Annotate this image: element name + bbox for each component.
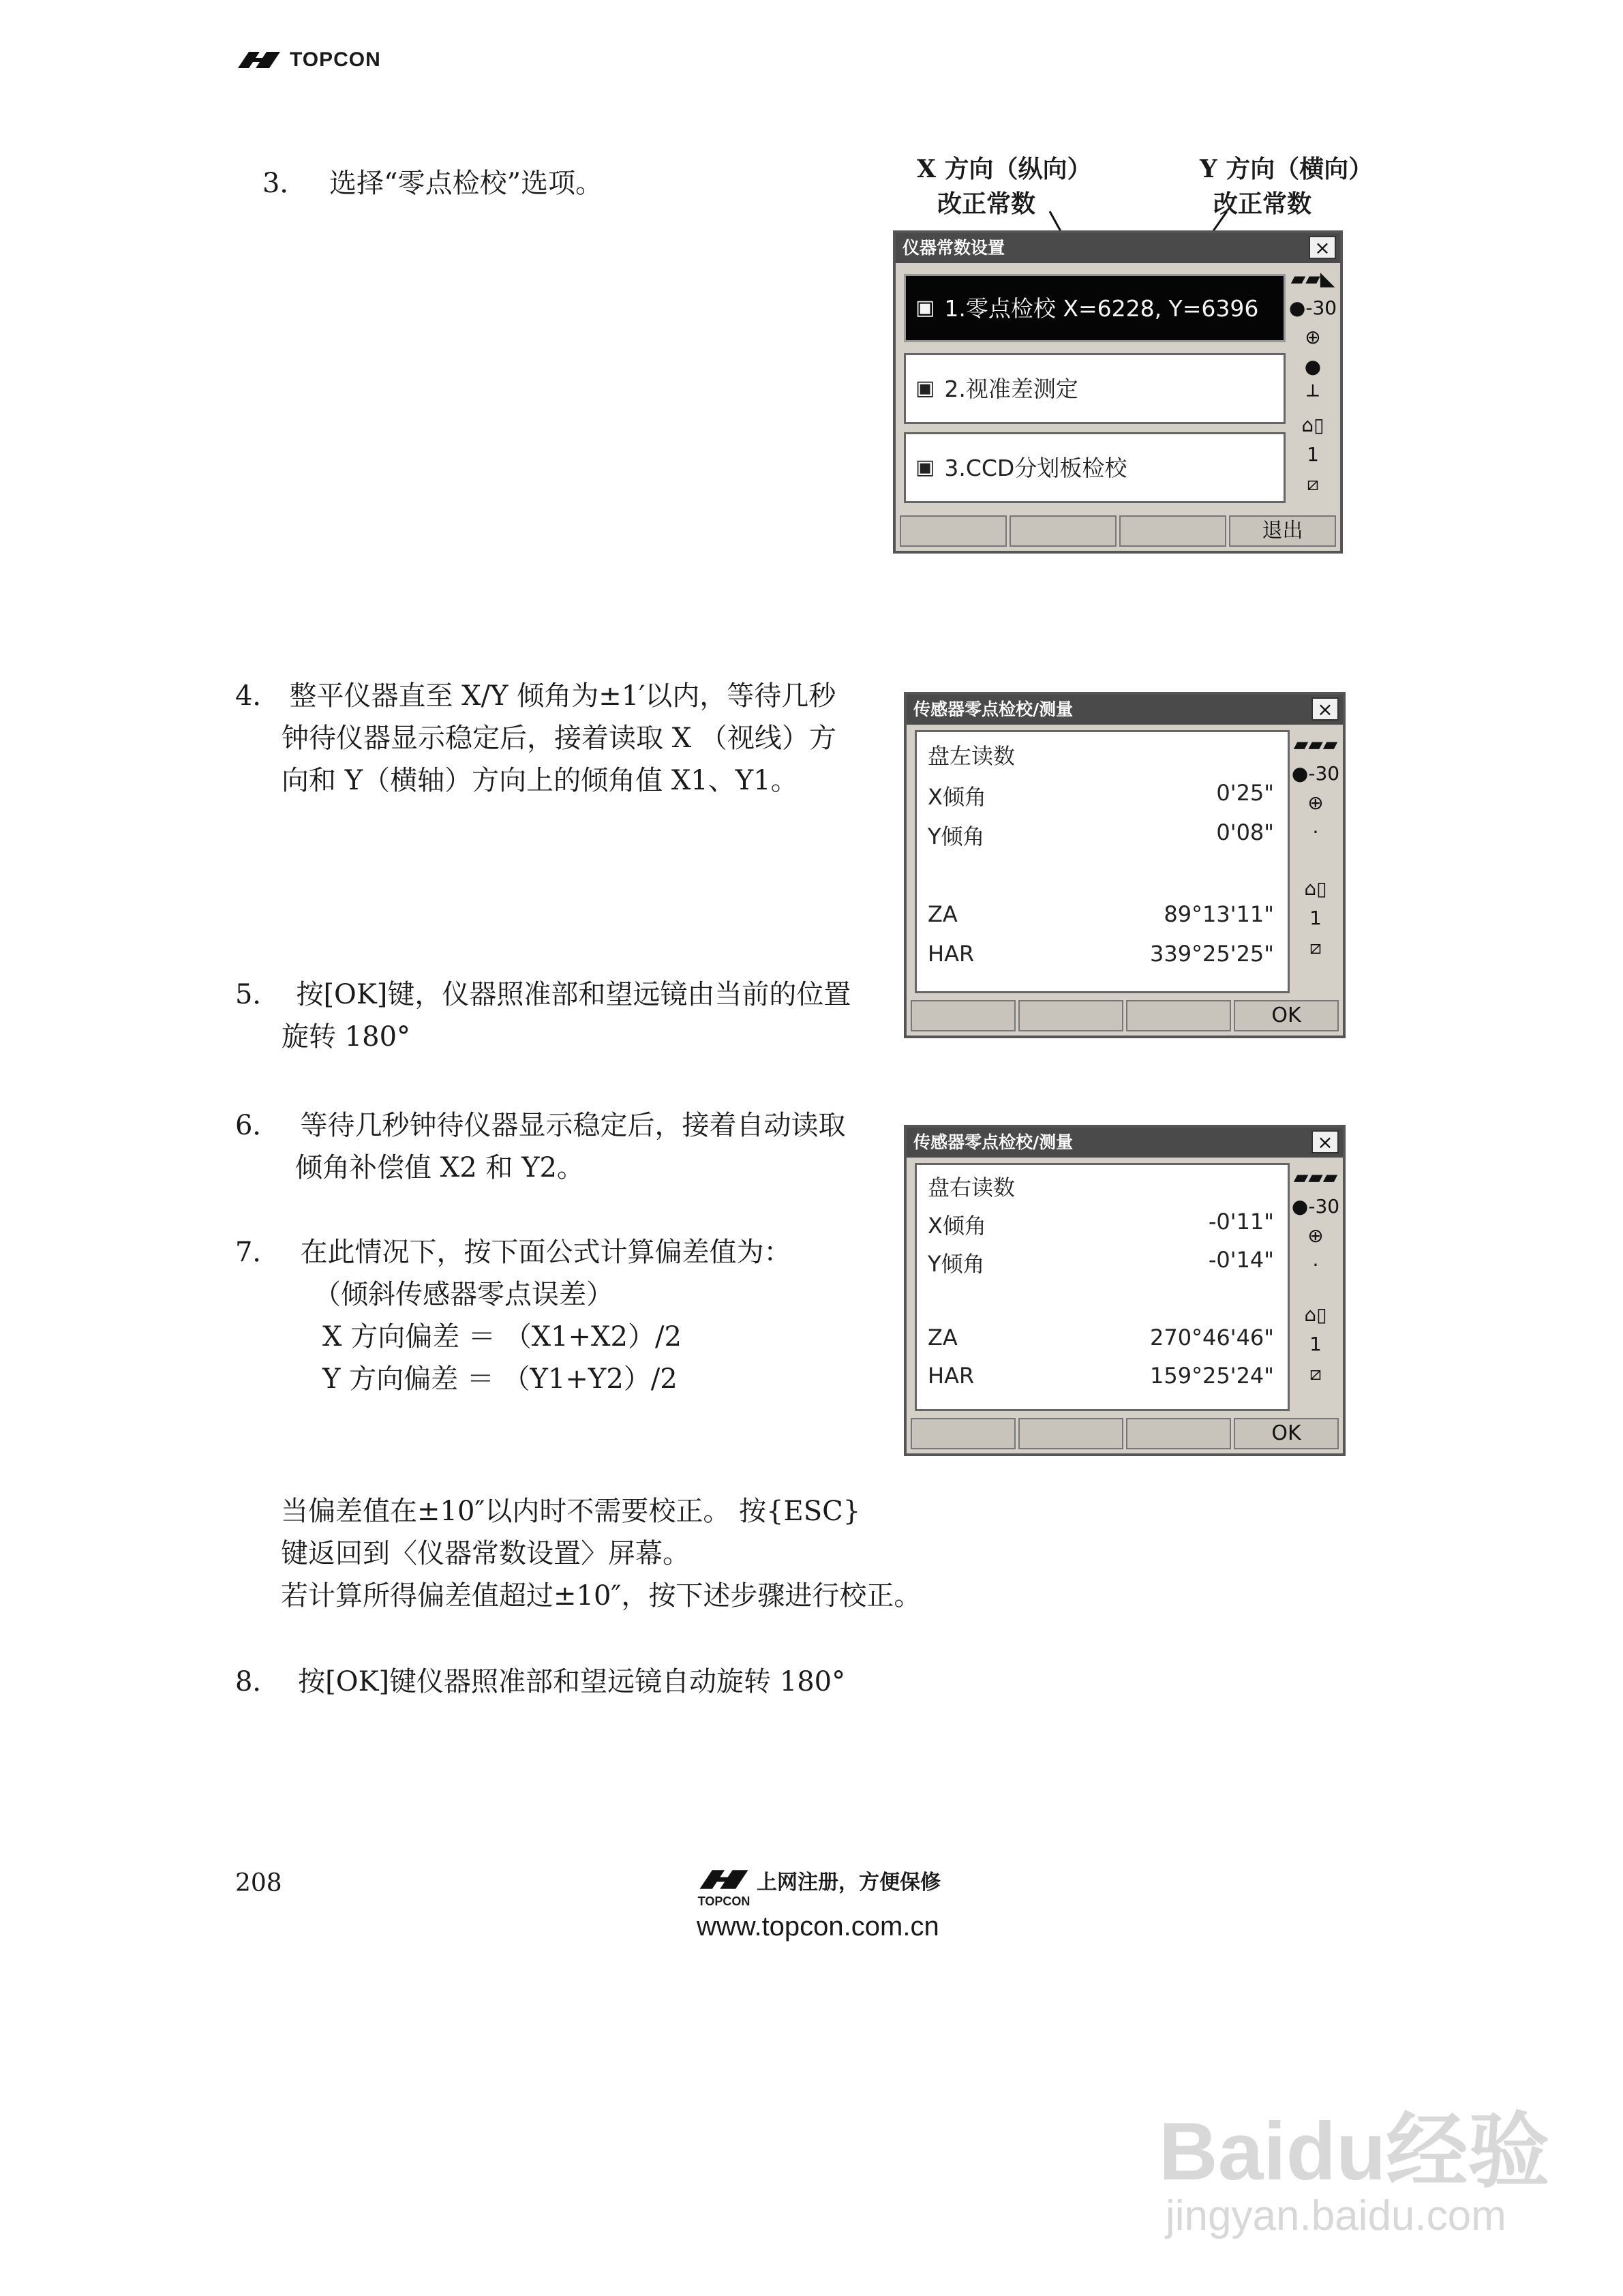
prism-constant: ●-30	[1291, 762, 1340, 785]
input-mode-icon: ⧄	[1309, 936, 1322, 958]
channel-number: 1	[1309, 1333, 1322, 1355]
menu-item-zero-check[interactable]	[904, 274, 1286, 342]
step-text: 等待几秒钟待仪器显示稳定后，接着自动读取	[300, 1110, 846, 1141]
softkey-3[interactable]	[1126, 1418, 1231, 1449]
reading-label: Y倾角	[928, 824, 985, 849]
softkey-bar	[911, 1418, 1339, 1449]
note-line: 当偏差值在±10″以内时不需要校正。 按{ESC}	[281, 1496, 861, 1527]
battery-icon: ▰▰◣	[1290, 267, 1335, 290]
step-3	[262, 162, 603, 205]
bluetooth-icon: ⌂▯	[1301, 414, 1324, 436]
reading-row	[928, 901, 1274, 927]
softkey-bar	[911, 1000, 1339, 1031]
note-line: 若计算所得偏差值超过±10″，按下述步骤进行校正。	[281, 1580, 922, 1612]
input-mode-icon: ⧄	[1307, 472, 1319, 495]
status-sidebar	[1292, 733, 1339, 959]
reading-row	[928, 780, 1274, 811]
step-number: 3．	[262, 168, 307, 199]
softkey-1[interactable]	[911, 1000, 1016, 1031]
reading-heading: 盘左读数	[928, 743, 1016, 769]
prism-constant: ●-30	[1291, 1195, 1340, 1218]
book-icon: ▣	[915, 455, 935, 479]
instrument-constants-dialog	[893, 230, 1343, 554]
step-text: 按[OK]键，仪器照准部和望远镜由当前的位置	[296, 979, 851, 1010]
softkey-2[interactable]	[1018, 1000, 1123, 1031]
reading-value: 270°46'46"	[1149, 1325, 1274, 1350]
softkey-1[interactable]	[911, 1418, 1016, 1449]
note-line: 键返回到〈仪器常数设置〉屏幕。	[281, 1538, 690, 1569]
bluetooth-icon: ⌂▯	[1304, 1303, 1327, 1326]
watermark-url: jingyan.baidu.com	[1166, 2192, 1506, 2239]
step-7	[235, 1231, 791, 1400]
laser-icon: ●	[1304, 355, 1322, 378]
topcon-header-logo	[235, 48, 381, 72]
footer-brand	[697, 1864, 941, 1942]
softkey-2[interactable]	[1010, 515, 1117, 547]
step-number: 7．	[235, 1237, 280, 1268]
softkey-3[interactable]	[1126, 1000, 1231, 1031]
step-text: 按[OK]键仪器照准部和望远镜自动旋转 180°	[298, 1666, 846, 1697]
reading-panel	[915, 730, 1290, 993]
menu-item-ccd-reticle[interactable]	[904, 432, 1286, 503]
reading-row	[928, 1325, 1274, 1350]
step-number: 8．	[235, 1666, 280, 1697]
step-text: 倾角补偿值 X2 和 Y2。	[295, 1152, 584, 1183]
topcon-mark-icon	[235, 48, 283, 72]
reading-value: -0'11"	[1208, 1209, 1274, 1235]
reading-value: 0'08"	[1216, 819, 1274, 845]
footer-slogan: 上网注册，方便保修	[757, 1871, 941, 1894]
status-sidebar	[1292, 1166, 1339, 1385]
step-text: 钟待仪器显示稳定后，接着读取 X （视线）方	[282, 723, 836, 754]
brand-name: TOPCON	[697, 1894, 750, 1908]
book-icon: ▣	[915, 376, 935, 400]
dialog-title: 仪器常数设置	[896, 233, 1340, 263]
step-text: 在此情况下，按下面公式计算偏差值为：	[300, 1237, 791, 1268]
reading-value: -0'14"	[1208, 1247, 1274, 1273]
step-text: 向和 Y（横轴）方向上的倾角值 X1、Y1。	[282, 765, 798, 796]
step-text: 选择“零点检校”选项。	[329, 168, 603, 199]
softkey-1[interactable]	[900, 515, 1007, 547]
watermark-logo: Baidu经验	[1159, 2106, 1550, 2197]
laser-icon: ·	[1312, 821, 1319, 843]
step-text: 整平仪器直至 X/Y 倾角为±1′以内，等待几秒	[289, 680, 836, 712]
step-number: 5．	[235, 979, 280, 1010]
menu-item-label: 1.零点检校 X=6228, Y=6396	[944, 294, 1259, 322]
annotation-line: 改正常数	[1213, 190, 1312, 218]
annotation-line: 改正常数	[937, 190, 1036, 218]
tilt-icon: ⊕	[1307, 791, 1324, 814]
reading-heading-row	[928, 739, 1274, 770]
close-button[interactable]: ×	[1309, 236, 1336, 259]
status-sidebar	[1290, 267, 1336, 496]
step-number: 6．	[235, 1110, 280, 1141]
reading-row	[928, 1363, 1274, 1389]
reading-label: X倾角	[928, 1213, 986, 1239]
footer-url[interactable]: www.topcon.com.cn	[697, 1912, 939, 1942]
softkey-3[interactable]	[1119, 515, 1226, 547]
note-paragraph	[281, 1490, 921, 1617]
reading-label: ZA	[928, 1325, 958, 1350]
level-icon: ┴	[1307, 384, 1319, 407]
menu-item-collimation[interactable]	[904, 353, 1286, 424]
topcon-mark-icon	[697, 1864, 751, 1894]
reading-label: Y倾角	[928, 1251, 985, 1277]
page-number: 208	[235, 1869, 282, 1897]
tilt-icon: ⊕	[1305, 326, 1321, 348]
step-number: 4．	[235, 680, 280, 712]
reading-label: HAR	[928, 941, 975, 967]
sensor-zero-check-right-dialog	[904, 1125, 1346, 1456]
reading-panel	[915, 1163, 1290, 1411]
book-icon: ▣	[915, 296, 935, 320]
reading-value: 339°25'25"	[1149, 941, 1274, 967]
channel-number: 1	[1309, 907, 1322, 929]
laser-icon: ·	[1312, 1254, 1319, 1276]
step-6	[235, 1104, 845, 1189]
reading-value: 159°25'24"	[1149, 1363, 1274, 1389]
exit-button[interactable]: 退出	[1229, 515, 1336, 547]
step-4	[235, 675, 836, 802]
battery-icon: ▰▰▰	[1293, 733, 1338, 755]
close-button[interactable]: ×	[1311, 1130, 1339, 1153]
softkey-bar	[900, 515, 1336, 547]
reading-value: 89°13'11"	[1164, 901, 1274, 927]
prism-constant: ●-30	[1288, 297, 1337, 319]
formula-x: X 方向偏差 ＝ （X1+X2）/2	[322, 1321, 682, 1353]
ok-button[interactable]: OK	[1234, 1418, 1339, 1449]
battery-icon: ▰▰▰	[1293, 1166, 1338, 1188]
reading-label: X倾角	[928, 784, 986, 810]
reading-heading-row	[928, 1170, 1274, 1202]
formula-y: Y 方向偏差 ＝ （Y1+Y2）/2	[322, 1363, 678, 1395]
softkey-2[interactable]	[1018, 1418, 1123, 1449]
step-text: 旋转 180°	[282, 1021, 411, 1053]
bluetooth-icon: ⌂▯	[1304, 877, 1327, 900]
menu-item-label: 2.视准差测定	[944, 375, 1078, 402]
annotation-line: Y 方向（横向）	[1200, 155, 1374, 183]
step-5	[235, 973, 851, 1058]
step-8	[235, 1661, 845, 1703]
reading-value: 0'25"	[1216, 780, 1274, 806]
step-text: （倾斜传感器零点误差）	[314, 1279, 613, 1310]
reading-label: ZA	[928, 901, 958, 927]
ok-button[interactable]: OK	[1234, 1000, 1339, 1031]
reading-row	[928, 1247, 1274, 1278]
sensor-zero-check-left-dialog	[904, 692, 1346, 1038]
dialog-title: 传感器零点检校/测量	[907, 1128, 1343, 1158]
reading-row	[928, 1209, 1274, 1240]
menu-item-label: 3.CCD分划板检校	[944, 454, 1127, 481]
annotation-line: X 方向（纵向）	[917, 155, 1092, 183]
brand-name: TOPCON	[290, 48, 381, 71]
reading-label: HAR	[928, 1363, 975, 1389]
reading-heading: 盘右读数	[928, 1175, 1016, 1200]
dialog-title: 传感器零点检校/测量	[907, 695, 1343, 725]
close-button[interactable]: ×	[1311, 697, 1339, 721]
channel-number: 1	[1307, 443, 1319, 466]
tilt-icon: ⊕	[1307, 1224, 1324, 1247]
input-mode-icon: ⧄	[1309, 1362, 1322, 1385]
reading-row	[928, 819, 1274, 851]
reading-row	[928, 941, 1274, 967]
